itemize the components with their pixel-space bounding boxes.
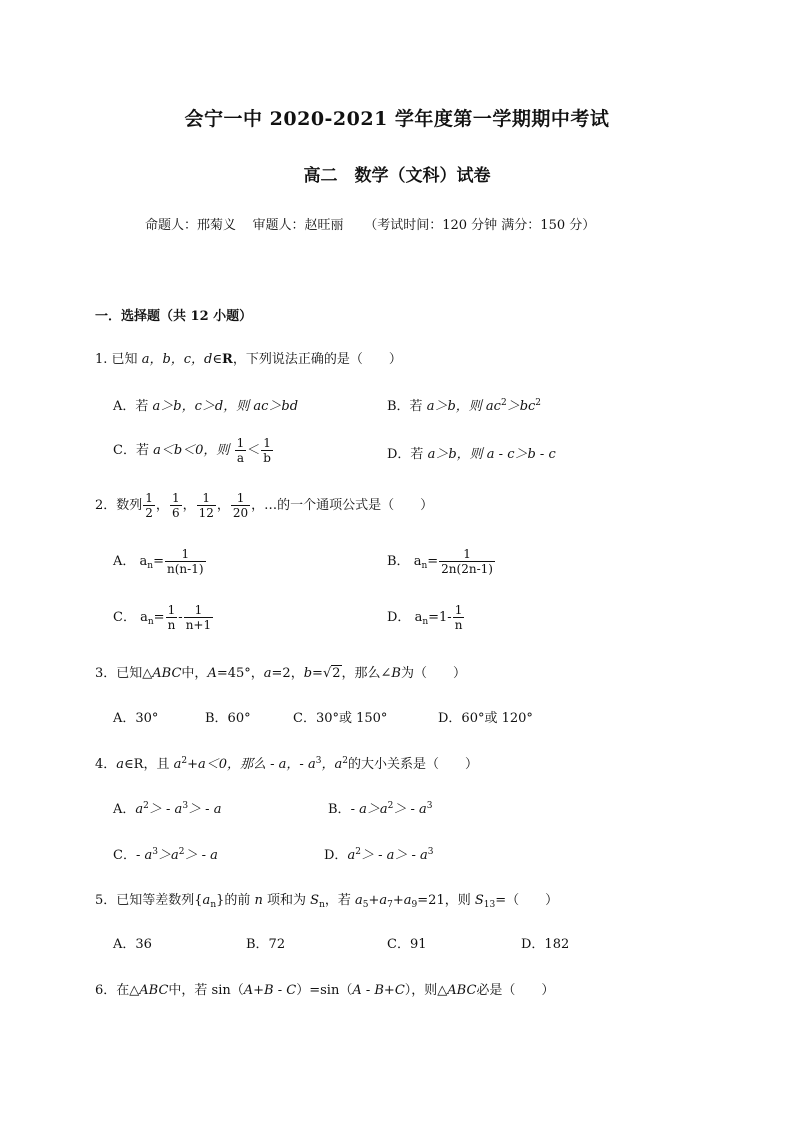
question-1-option-b: B．若 a＞b，则 $ac^2>bc^2$: [387, 398, 542, 414]
question-5-option-b: B．72: [246, 937, 286, 952]
question-3-option-c: C．30°或 150°: [293, 711, 388, 726]
fraction: $\frac{1}{2n(2n-1)}$: [441, 547, 493, 576]
question-4-stem: 4．a∈R，且 $a^2+a<0$，那么 - a，- $a^3$，$a^2$的大小关系是（ ）: [95, 756, 478, 772]
fraction: $\frac{1}{n+1}$: [185, 603, 212, 632]
exam-meta: [145, 214, 595, 233]
fraction: $\frac{1}{12}$: [198, 491, 214, 520]
question-5-option-a: A．36: [113, 937, 152, 952]
exam-subtitle: 高二 数学（文科）试卷: [303, 166, 491, 186]
question-2-stem: 2．数列 $\frac{1}{2}$ ， $\frac{1}{6}$ ， $\frac{1}{12}$ ， $\frac{1}{20}$ ，…的一个通项公式是（ ）: [95, 491, 434, 520]
question-2-option-a: A． $a_n=$ $\frac{1}{n(n-1)}$: [113, 547, 204, 576]
author: 命题人：邢菊义: [145, 218, 237, 233]
question-4-option-a: A．$a^2> - a^3> - a$: [113, 801, 222, 817]
question-2-option-c: C． $a_n=$ $\frac{1}{n}$ - $\frac{1}{n+1}$: [113, 603, 212, 632]
section-title: 一．选择题（共 12 小题）: [95, 309, 253, 324]
question-3-option-b: B．60°: [205, 711, 251, 726]
sqrt-symbol: √ 2: [322, 666, 341, 681]
question-4-option-b: B．- $a>a^2> - a^3$: [328, 801, 433, 817]
question-1-option-a: A．若 a＞b，c＞d，则 ac＞bd: [113, 399, 299, 414]
question-3-option-a: A．30°: [113, 711, 159, 726]
fraction: $\frac{1}{b}$: [263, 436, 271, 465]
reviewer: 审题人：赵旺丽: [252, 218, 344, 233]
fraction: $\frac{1}{a}$: [236, 436, 245, 465]
fraction: $\frac{1}{n}$: [454, 603, 463, 632]
question-5-stem: 5．已知等差数列$\{a_n\}$的前 n 项和为 $S_n$，若 $a_5+a_7+a_9=21$，则 $S_{13}=$（ ）: [95, 893, 559, 910]
question-3-option-d: D．60°或 120°: [438, 711, 533, 726]
fraction: $\frac{1}{6}$: [171, 491, 180, 520]
question-3-stem: 3．已知△ABC中，A=45°，a=2，b= √ 2 ，那么∠B为（ ）: [95, 666, 466, 681]
fraction: $\frac{1}{n}$: [167, 603, 176, 632]
question-1-stem: 1. 已知 a，b，c，d∈R，下列说法正确的是（ ）: [95, 352, 402, 367]
question-4-option-d: D．$a^2> - a> - a^3$: [324, 847, 434, 863]
question-1-option-d: D．若 a＞b，则 a - c＞b - c: [387, 447, 556, 462]
question-5-option-d: D．182: [521, 937, 570, 952]
exam-info: （考试时间：120 分钟 满分：150 分）: [364, 218, 596, 233]
question-2-option-d: D． $a_n=1-$ $\frac{1}{n}$: [387, 603, 463, 632]
question-4-option-c: C．- $a^3>a^2> - a$: [113, 847, 218, 863]
exam-title: 会宁一中 2020-2021 学年度第一学期期中考试: [184, 108, 610, 130]
question-2-option-b: B． $a_n=$ $\frac{1}{2n(2n-1)}$: [387, 547, 493, 576]
fraction: $\frac{1}{2}$: [145, 491, 153, 520]
fraction: $\frac{1}{20}$: [232, 491, 249, 520]
question-5-option-c: C．91: [387, 937, 427, 952]
fraction: $\frac{1}{n(n-1)}$: [167, 547, 204, 576]
question-1-option-c: C．若 a＜b＜0，则 $\frac{1}{a}$ ＜ $\frac{1}{b}$: [113, 436, 271, 465]
question-6-stem: 6．在△ABC中，若 sin（A+B - C）=sin（A - B+C），则△ABC必是（ ）: [95, 983, 555, 998]
